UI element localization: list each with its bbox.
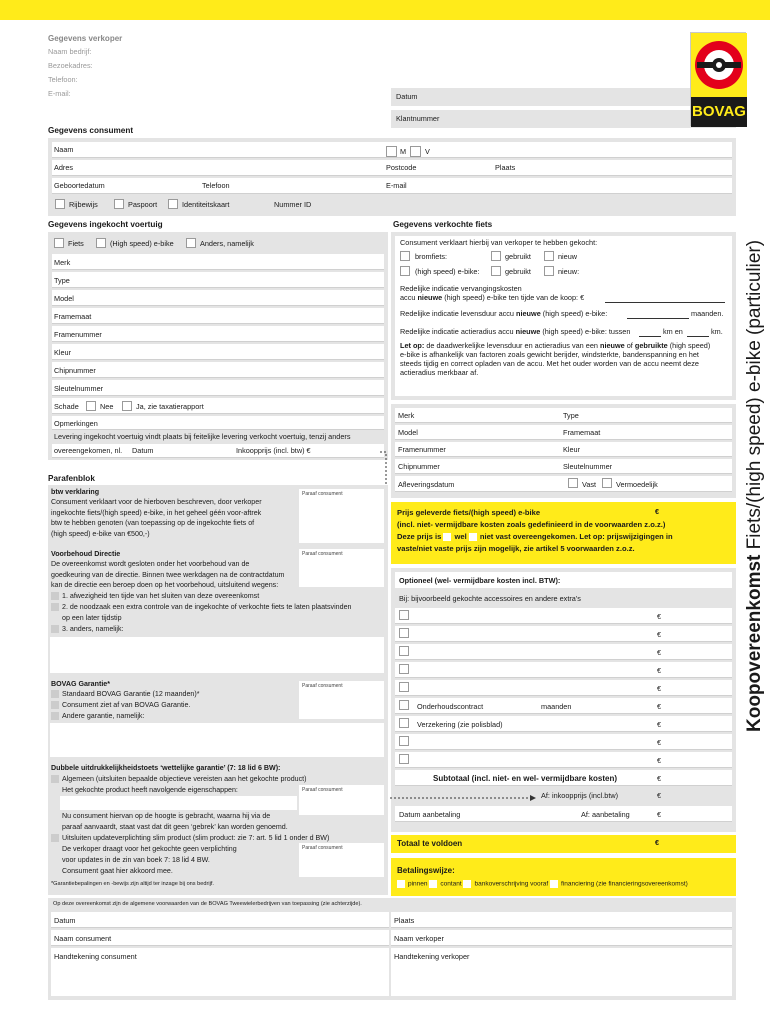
schade-nee-label: Nee <box>100 402 114 411</box>
schade-label: Schade <box>54 402 79 411</box>
bought-chipnummer-row[interactable]: Chipnummer <box>52 362 384 378</box>
sold-model-row[interactable]: Model <box>395 425 563 440</box>
sold-merk-row[interactable]: Merk <box>395 408 563 423</box>
btw-text-4: (high speed) e-bike van €500,-) <box>51 530 150 538</box>
hs-ebike-label: (high speed) e-bike: <box>415 267 480 276</box>
betaling-title: Betalingswijze: <box>397 866 455 875</box>
paraaf-panel <box>48 485 388 895</box>
letop-line-3: steeds tijdig en correct opladen van de accu. Met het ouder worden van de accu neemt deze <box>400 359 699 368</box>
vb-item-1: 1. afwezigheid ten tijde van het sluiten van deze overeenkomst <box>51 591 259 602</box>
hs-gebruikt-label: gebruikt <box>505 267 531 276</box>
price-line-3: Deze prijs is wel niet vast overeengekomen. Let op: prijswijzigingen in <box>397 532 673 541</box>
ebike-checkbox[interactable] <box>96 238 106 248</box>
pinnen-checkbox[interactable] <box>397 880 405 888</box>
dw-text-5a: De verkoper draagt voor het gekochte geen verplichting <box>62 845 237 853</box>
bg-title: BOVAG Garantie* <box>51 680 110 688</box>
anders-label: Anders, namelijk <box>200 239 254 248</box>
paraaf-box-dw1[interactable]: Paraaf consument <box>299 785 384 815</box>
footer-intro: Op deze overeenkomst zijn de algemene voorwaarden van de BOVAG Tweewielerbedrijven van toepassing (zie achterzijde). <box>53 901 362 907</box>
hs-gebruikt-checkbox[interactable] <box>491 266 501 276</box>
sold-kleur-row[interactable]: Kleur <box>563 442 732 457</box>
seller-phone: Telefoon: <box>48 75 78 84</box>
footer-handtekening-consument[interactable]: Handtekening consument <box>51 948 389 996</box>
bg-item-3-checkbox[interactable] <box>51 712 59 720</box>
totaal-euro: € <box>655 838 660 847</box>
bought-merk-row[interactable]: Merk <box>52 254 384 270</box>
vb-item-2-cont: op een later tijdstip <box>62 614 122 622</box>
gender-v-checkbox[interactable] <box>410 146 421 157</box>
km-max-line[interactable] <box>687 336 709 337</box>
optional-sub: Bij: bijvoorbeeld gekochte accessoires en andere extra's <box>399 594 581 603</box>
km-label: km. <box>711 327 723 336</box>
financiering-checkbox[interactable] <box>550 880 558 888</box>
price-line-1: Prijs geleverde fiets/(high speed) e-bike <box>397 508 541 517</box>
seller-address: Bezoekadres: <box>48 61 93 70</box>
af-inkoop-label: Af: inkoopprijs (incl.btw) <box>541 791 619 800</box>
sold-panel <box>391 232 736 400</box>
top-yellow-band <box>0 0 770 20</box>
identiteitskaart-label: Identiteitskaart <box>182 200 230 209</box>
schade-ja-checkbox[interactable] <box>122 401 132 411</box>
dw-eigenschappen-field[interactable] <box>60 796 297 810</box>
bought-title: Gegevens ingekocht voertuig <box>48 220 163 229</box>
bought-model-row[interactable]: Model <box>52 290 384 306</box>
bg-item-1-checkbox[interactable] <box>51 690 59 698</box>
dw-item-2-checkbox[interactable] <box>51 834 59 842</box>
consumer-adres-row[interactable]: Adres Postcode Plaats <box>52 160 732 176</box>
footer-plaats-row[interactable]: Plaats <box>391 912 732 928</box>
vb-item-2: 2. de noodzaak een extra controle van de ingekochte of verkochte fiets te laten plaatsvinden <box>51 602 351 613</box>
levering-row[interactable]: overeengekomen, nl. Datum Inkoopprijs (incl. btw) € <box>52 444 384 458</box>
vast-checkbox[interactable] <box>568 478 578 488</box>
seller-title: Gegevens verkoper <box>48 34 123 43</box>
vb-anders-field[interactable] <box>50 637 384 673</box>
maanden-label: maanden. <box>691 309 724 318</box>
vb-text-2: goedkeuring van de directie. Binnen twee werkdagen na de contractdatum <box>51 571 285 579</box>
aflevering-row[interactable]: Afleveringsdatum Vast Vermoedelijk <box>395 476 732 492</box>
letop-line-2: e-bike is afhankelijk van factoren zoals gewicht berijder, windsterkte, bandenspanning en het <box>400 350 699 359</box>
paraaf-box-dw2[interactable]: Paraaf consument <box>299 843 384 877</box>
dw-text-2: Het gekochte product heeft navolgende eigenschappen: <box>62 786 238 794</box>
sold-type-row[interactable]: Type <box>563 408 732 423</box>
bromfiets-nieuw-label: nieuw <box>558 252 578 261</box>
identiteitskaart-checkbox[interactable] <box>168 199 178 209</box>
dw-text-5c: Consument gaat hier akkoord mee. <box>62 867 173 875</box>
consumer-title: Gegevens consument <box>48 126 134 135</box>
rijbewijs-checkbox[interactable] <box>55 199 65 209</box>
optional-row-1[interactable]: € <box>395 608 732 624</box>
paraaf-box-btw[interactable]: Paraaf consument <box>299 489 384 543</box>
vb-item-2-checkbox[interactable] <box>51 603 59 611</box>
bought-kleur-row[interactable]: Kleur <box>52 344 384 360</box>
sold-framemaat-row[interactable]: Framemaat <box>563 425 732 440</box>
rijbewijs-label: Rijbewijs <box>69 200 98 209</box>
footer-datum-row[interactable]: Datum <box>51 912 389 928</box>
bought-framemaat-row[interactable]: Framemaat <box>52 308 384 324</box>
optional-row-2[interactable]: € <box>395 626 732 642</box>
vermoedelijk-label: Vermoedelijk <box>616 480 658 489</box>
gender-m-checkbox[interactable] <box>386 146 397 157</box>
hs-ebike-checkbox[interactable] <box>400 266 410 276</box>
paspoort-label: Paspoort <box>128 200 158 209</box>
seller-email: E-mail: <box>48 89 71 98</box>
hs-nieuw-checkbox[interactable] <box>544 266 554 276</box>
gender-m-label: M <box>400 147 407 156</box>
sold-chipnummer-row[interactable]: Chipnummer <box>395 459 563 474</box>
footer-panel <box>48 898 736 1000</box>
footer-naam-consument-row[interactable]: Naam consument <box>51 930 389 946</box>
bg-item-2: Consument ziet af van BOVAG Garantie. <box>51 700 190 711</box>
gender-v-label: V <box>425 147 430 156</box>
datum-field[interactable]: Datum <box>391 88 736 106</box>
fiets-checkbox[interactable] <box>54 238 64 248</box>
vb-text-1: De overeenkomst wordt gesloten onder het voorbehoud van de <box>51 560 250 568</box>
bromfiets-checkbox[interactable] <box>400 251 410 261</box>
bank-checkbox[interactable] <box>463 880 471 888</box>
km-min-line[interactable] <box>639 336 661 337</box>
hs-nieuw-label: nieuw: <box>558 267 580 276</box>
vb-title: Voorbehoud Directie <box>51 550 121 558</box>
nummer-id-label: Nummer ID <box>274 200 312 209</box>
optional-row-5[interactable]: € <box>395 680 732 696</box>
betaling-options: pinnen contant bankoverschrijving vooraf financiering (zie financieringsovereenkomst) <box>397 880 688 889</box>
bg-item-3: Andere garantie, namelijk: <box>51 711 144 722</box>
footer-naam-verkoper-row[interactable]: Naam verkoper <box>391 930 732 946</box>
bg-anders-field[interactable] <box>50 723 384 757</box>
btw-title: btw verklaring <box>51 488 100 496</box>
consumer-panel <box>48 138 736 216</box>
km-en-label: km en <box>663 327 683 336</box>
bovag-emblem-icon <box>691 33 747 97</box>
dw-item-2: Uitsluiten updateverplichting slim product (slim product: zie 7: art. 5 lid 1 onder d BW) <box>51 833 329 844</box>
bought-sleutelnummer-row[interactable]: Sleutelnummer <box>52 380 384 396</box>
schade-row <box>52 398 384 414</box>
bromfiets-gebruikt-checkbox[interactable] <box>491 251 501 261</box>
sold-title: Gegevens verkochte fiets <box>393 220 493 229</box>
sold-sleutelnummer-row[interactable]: Sleutelnummer <box>563 459 732 474</box>
levensduur-line[interactable] <box>627 318 689 319</box>
optional-row-9[interactable]: € <box>395 752 732 768</box>
optional-row-3[interactable]: € <box>395 644 732 660</box>
totaal-label: Totaal te voldoen <box>397 839 463 848</box>
paraaf-box-bg[interactable]: Paraaf consument <box>299 681 384 719</box>
bought-panel <box>48 232 388 460</box>
bromfiets-label: bromfiets: <box>415 252 448 261</box>
dw-item-1-checkbox[interactable] <box>51 775 59 783</box>
btw-text-1: Consument verklaart voor de hierboven beschreven, door verkoper <box>51 498 262 506</box>
letop-line-4: actieradius merkbaar af. <box>400 368 479 377</box>
paraaf-title: Parafenblok <box>48 474 95 483</box>
btw-text-2: ingekochte fiets/(high speed) e-bike, in het geheel géén voor-aftrek <box>51 509 262 517</box>
seller-company-name: Naam bedrijf: <box>48 47 92 56</box>
anders-checkbox[interactable] <box>186 238 196 248</box>
paraaf-box-vb[interactable]: Paraaf consument <box>299 549 384 587</box>
indicatie-1: Redelijke indicatie vervangingskosten <box>400 284 522 293</box>
aanbetaling-row[interactable]: Datum aanbetaling Af: aanbetaling € <box>395 806 732 822</box>
footer-handtekening-verkoper[interactable]: Handtekening verkoper <box>391 948 732 996</box>
btw-text-3: btw te hebben genoten (van toepassing op de ingekochte fiets of <box>51 519 255 527</box>
indicatie-4: Redelijke indicatie actieradius accu nieuwe (high speed) e-bike: tussen <box>400 327 631 336</box>
vermoedelijk-checkbox[interactable] <box>602 478 612 488</box>
connector-arrow-icon <box>380 448 540 808</box>
optional-row-4[interactable]: € <box>395 662 732 678</box>
price-euro: € <box>655 507 660 516</box>
bg-item-1: Standaard BOVAG Garantie (12 maanden)* <box>51 689 200 700</box>
dw-item-1: Algemeen (uitsluiten bepaalde objectieve vereisten aan het gekochte product) <box>51 774 307 785</box>
totaal-row <box>391 835 736 853</box>
verzekering-row[interactable]: Verzekering (zie polisblad) € <box>395 716 732 732</box>
indicatie-3: Redelijke indicatie levensduur accu nieuwe (high speed) e-bike: <box>400 309 608 318</box>
betaling-panel <box>391 858 736 896</box>
price-line-2: (incl. niet- vermijdbare kosten zoals gedefinieerd in de voorwaarden z.o.z.) <box>397 520 666 529</box>
letop-line-1: Let op: de daadwerkelijke levensduur en actieradius van een nieuwe of gebruikte (high speed) <box>400 341 711 350</box>
optional-title-row: Optioneel (wel- vermijdbare kosten incl. BTW): <box>395 572 732 588</box>
bromfiets-nieuw-checkbox[interactable] <box>544 251 554 261</box>
af-inkoop-euro: € <box>657 791 662 800</box>
vb-item-1-checkbox[interactable] <box>51 592 59 600</box>
dw-text-5b: voor updates in de zin van boek 7: 18 lid 4 BW. <box>62 856 210 864</box>
klantnummer-field[interactable]: Klantnummer <box>391 110 736 128</box>
schade-ja-label: Ja, zie taxatierapport <box>136 402 204 411</box>
bought-framenummer-row[interactable]: Framenummer <box>52 326 384 342</box>
dw-text-3a: Nu consument hiervan op de hoogte is gebracht, waarna hij via de <box>62 812 271 820</box>
bovag-logo <box>690 32 746 126</box>
garantie-note: *Garantiebepalingen en -bewijs zijn altijd ter inzage bij ons bedrijf. <box>51 881 214 887</box>
side-title: Koopovereenkomst Fiets/(high speed) e-bike (particulier) <box>744 239 765 732</box>
vervangingskosten-line[interactable] <box>605 302 725 303</box>
dw-text-3b: paraaf aanvaardt, staat vast dat dit geen ‘gebrek’ kan worden genoemd. <box>62 823 288 831</box>
vb-item-3: 3. anders, namelijk: <box>51 624 124 635</box>
price-line-4: vaste/niet vaste prijs zijn mogelijk, zie artikel 5 voorwaarden z.o.z. <box>397 544 635 553</box>
bought-type-row[interactable]: Type <box>52 272 384 288</box>
subtotaal-row[interactable]: Subtotaal (incl. niet- en wel- vermijdbare kosten) € <box>395 770 732 786</box>
ebike-label: (High speed) e-bike <box>110 239 174 248</box>
sold-intro: Consument verklaart hierbij van verkoper te hebben gekocht: <box>400 238 598 247</box>
bg-item-2-checkbox[interactable] <box>51 701 59 709</box>
logo-text: BOVAG <box>691 97 747 127</box>
sold-framenummer-row[interactable]: Framenummer <box>395 442 563 457</box>
vb-item-3-checkbox[interactable] <box>51 625 59 633</box>
consumer-naam-row[interactable]: Naam <box>52 142 732 158</box>
fiets-label: Fiets <box>68 239 84 248</box>
opmerkingen-row[interactable]: Opmerkingen <box>52 416 384 430</box>
indicatie-2: accu nieuwe (high speed) e-bike ten tijde van de koop: € <box>400 293 585 302</box>
bromfiets-gebruikt-label: gebruikt <box>505 252 531 261</box>
contant-checkbox[interactable] <box>429 880 437 888</box>
vb-text-3: kan de directie een beroep doen op het voorbehoud, uitsluitend wegens: <box>51 581 279 589</box>
onderhoud-row[interactable]: Onderhoudscontract maanden € <box>395 698 732 714</box>
paspoort-checkbox[interactable] <box>114 199 124 209</box>
consumer-geboorte-row[interactable]: Geboortedatum Telefoon E-mail <box>52 178 732 194</box>
optional-row-8[interactable]: € <box>395 734 732 750</box>
vast-label: Vast <box>582 480 597 489</box>
levering-text-1: Levering ingekocht voertuig vindt plaats bij feitelijke levering verkocht voertuig, tenzij anders <box>54 432 351 441</box>
schade-nee-checkbox[interactable] <box>86 401 96 411</box>
dw-title: Dubbele uitdrukkelijkheidstoets ‘wettelijke garantie’ (7: 18 lid 6 BW): <box>51 764 281 772</box>
